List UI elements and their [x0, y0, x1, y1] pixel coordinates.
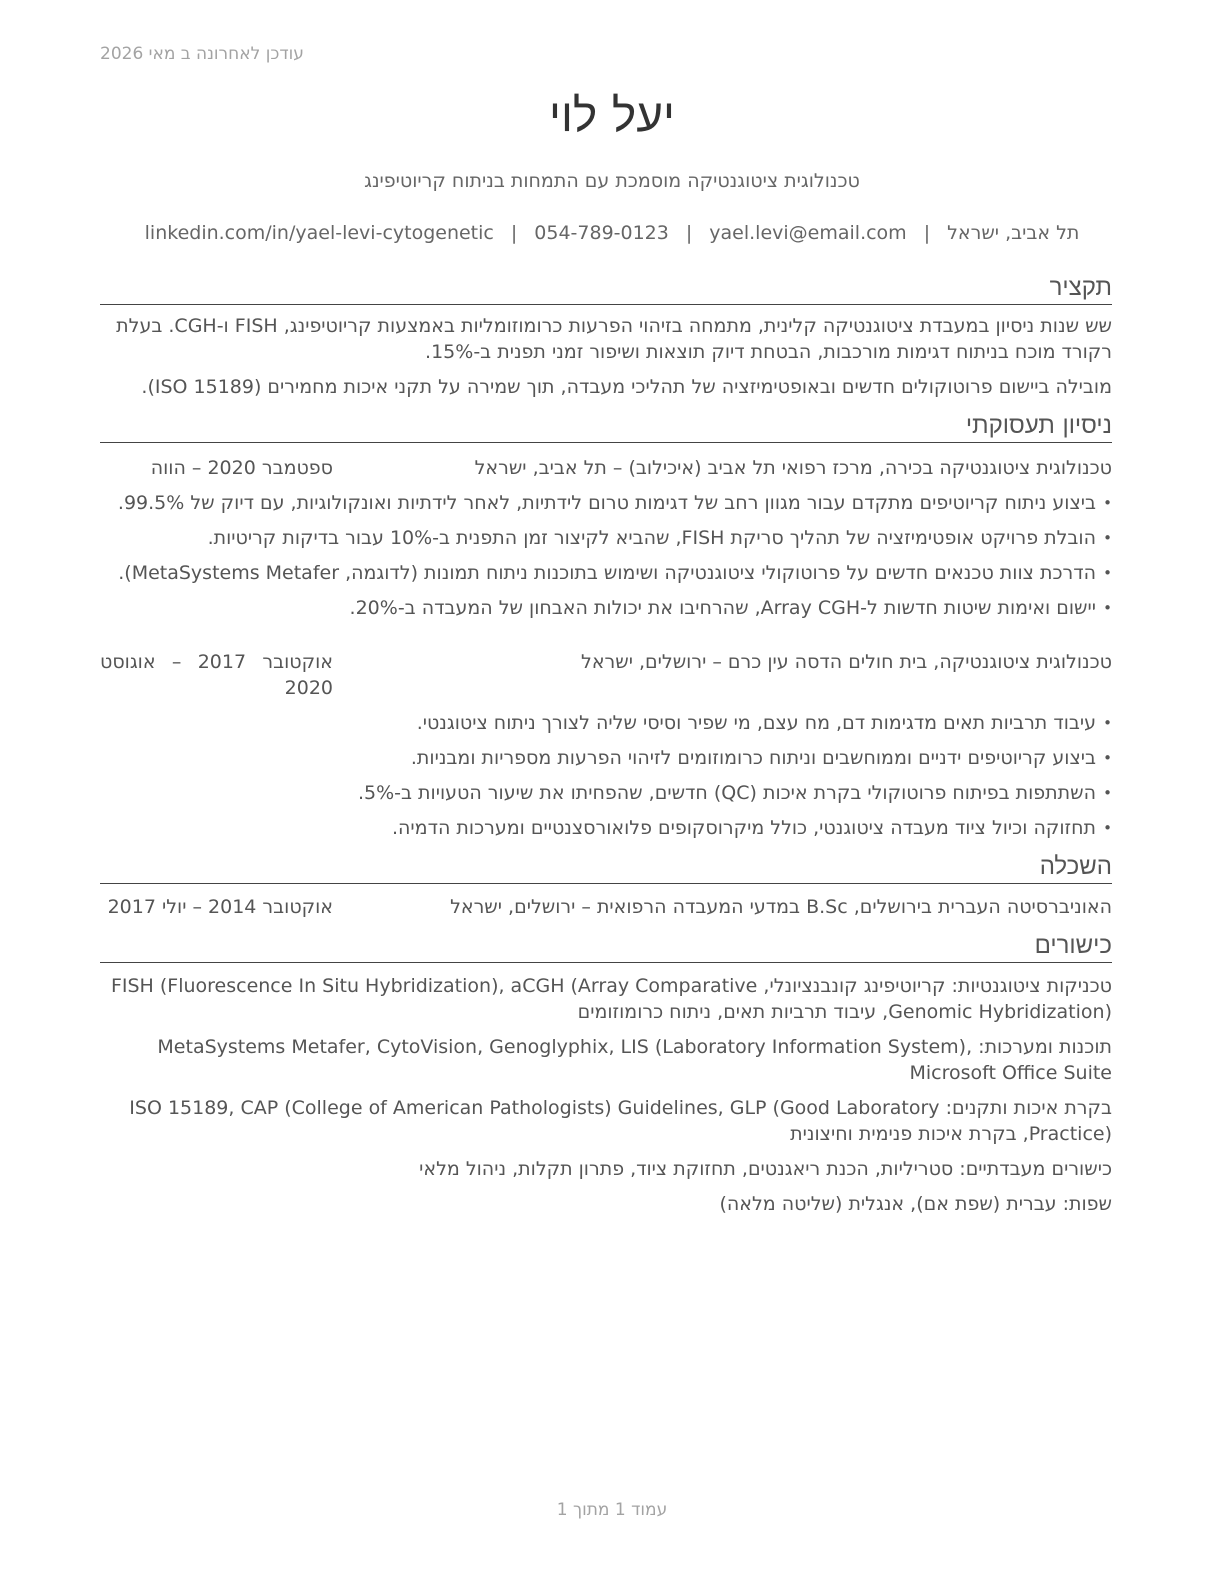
contact-separator: |: [685, 222, 693, 244]
skill-item: בקרת איכות ותקנים: ISO 15189, CAP (College of American Pathologists) Guidelines, GLP (Good Laboratory Practice), בקרת איכות פנימית וחיצונית: [129, 1097, 1112, 1145]
job-bullet: • הובלת פרויקט אופטימיזציה של תהליך סריקת FISH, שהביא לקיצור זמן התפנית ב-10% עבור בדיקות קריטיות.: [100, 525, 1096, 551]
job-dates: אוקטובר 2017 – אוגוסט 2020: [100, 651, 333, 699]
job-title: טכנולוגית ציטוגנטיקה בכירה, מרכז רפואי תל אביב (איכילוב) – תל אביב, ישראל: [474, 457, 1112, 479]
education-entry: [100, 894, 1112, 920]
experience-section: [100, 410, 1112, 841]
summary-heading: תקציר: [100, 272, 1112, 305]
summary-paragraph: מובילה ביישום פרוטוקולים חדשים ובאופטימיזציה של תהליכי מעבדה, תוך שמירה על תקני איכות מחמירים (ISO 15189).: [141, 376, 1112, 398]
contact-location: תל אביב, ישראל: [947, 222, 1080, 244]
job-bullets: [100, 710, 1112, 841]
job-header: [100, 455, 1112, 481]
job-dates: ספטמבר 2020 – הווה: [150, 457, 333, 479]
job-bullets: [100, 490, 1112, 621]
job-title: טכנולוגית ציטוגנטיקה, בית חולים הדסה עין כרם – ירושלים, ישראל: [581, 651, 1112, 673]
job-bullet: • ביצוע קריוטיפים ידניים וממוחשבים וניתוח כרומוזומים לזיהוי הפרעות מספריות ומבניות.: [100, 745, 1096, 771]
contact-phone[interactable]: 054-789-0123: [534, 222, 669, 244]
skill-item: שפות: עברית (שפת אם), אנגלית (שליטה מלאה): [719, 1193, 1112, 1215]
last-updated-note: עודכן לאחרונה ב מאי 2026: [100, 44, 304, 64]
job-bullet: • תחזוקה וכיול ציוד מעבדה ציטוגנטי, כולל מיקרוסקופים פלואורסצנטיים ומערכות הדמיה.: [100, 815, 1096, 841]
candidate-name: יעל לוי: [549, 88, 675, 142]
summary-section: [100, 272, 1112, 400]
skills-heading: כישורים: [100, 930, 1112, 963]
skill-item: תוכנות ומערכות: MetaSystems Metafer, CytoVision, Genoglyphix, LIS (Laboratory Information System), Microsoft Office Suite: [157, 1036, 1112, 1084]
skill-item: טכניקות ציטוגנטיות: קריוטיפינג קונבנציונלי, FISH (Fluorescence In Situ Hybridization), aCGH (Array Comparative Genomic Hybridization), עיבוד תרביות תאים, ניתוח כרומוזומים: [110, 975, 1112, 1023]
education-section: [100, 851, 1112, 920]
job-bullet: • הדרכת צוות טכנאים חדשים על פרוטוקולי ציטוגנטיקה ושימוש בתוכנות ניתוח תמונות (לדוגמה, MetaSystems Metafer).: [100, 560, 1096, 586]
resume-body: [100, 272, 1112, 1217]
page-number: עמוד 1 מתוך 1: [556, 1500, 668, 1520]
contact-linkedin[interactable]: linkedin.com/in/yael-levi-cytogenetic: [144, 222, 494, 244]
education-degree: האוניברסיטה העברית בירושלים, B.Sc במדעי המעבדה הרפואית – ירושלים, ישראל: [450, 896, 1112, 918]
job-bullet: • יישום ואימות שיטות חדשות ל-Array CGH, שהרחיבו את יכולות האבחון של המעבדה ב-20%.: [100, 595, 1096, 621]
job-header: [100, 649, 1112, 701]
education-dates: אוקטובר 2014 – יולי 2017: [107, 896, 333, 918]
contact-separator: |: [510, 222, 518, 244]
contact-line: [0, 222, 1224, 244]
contact-separator: |: [923, 222, 931, 244]
skills-section: [100, 930, 1112, 1217]
experience-heading: ניסיון תעסוקתי: [100, 410, 1112, 443]
summary-paragraph: שש שנות ניסיון במעבדת ציטוגנטיקה קלינית, מתמחה בזיהוי הפרעות כרומוזומליות באמצעות קריוטיפינג, FISH ו-CGH. בעלת רקורד מוכח בניתוח דגימות מורכבות, הבטחת דיוק תוצאות ושיפור זמני תפנית ב-15%.: [116, 315, 1112, 363]
job-bullet: • ביצוע ניתוח קריוטיפים מתקדם עבור מגוון רחב של דגימות טרום לידתיות, לאחר לידתיות ואונקולוגיות, עם דיוק של 99.5%.: [100, 490, 1096, 516]
job-entry: [100, 455, 1112, 621]
job-bullet: • עיבוד תרביות תאים מדגימות דם, מח עצם, מי שפיר וסיסי שליה לצורך ניתוח ציטוגנטי.: [100, 710, 1096, 736]
job-bullet: • השתתפות בפיתוח פרוטוקולי בקרת איכות (QC) חדשים, שהפחיתו את שיעור הטעויות ב-5%.: [100, 780, 1096, 806]
job-entry: [100, 649, 1112, 841]
professional-title: טכנולוגית ציטוגנטיקה מוסמכת עם התמחות בניתוח קריוטיפינג: [364, 170, 860, 192]
contact-email[interactable]: yael.levi@email.com: [709, 222, 907, 244]
education-heading: השכלה: [100, 851, 1112, 884]
skill-item: כישורים מעבדתיים: סטריליות, הכנת ריאגנטים, תחזוקת ציוד, פתרון תקלות, ניהול מלאי: [419, 1158, 1112, 1180]
